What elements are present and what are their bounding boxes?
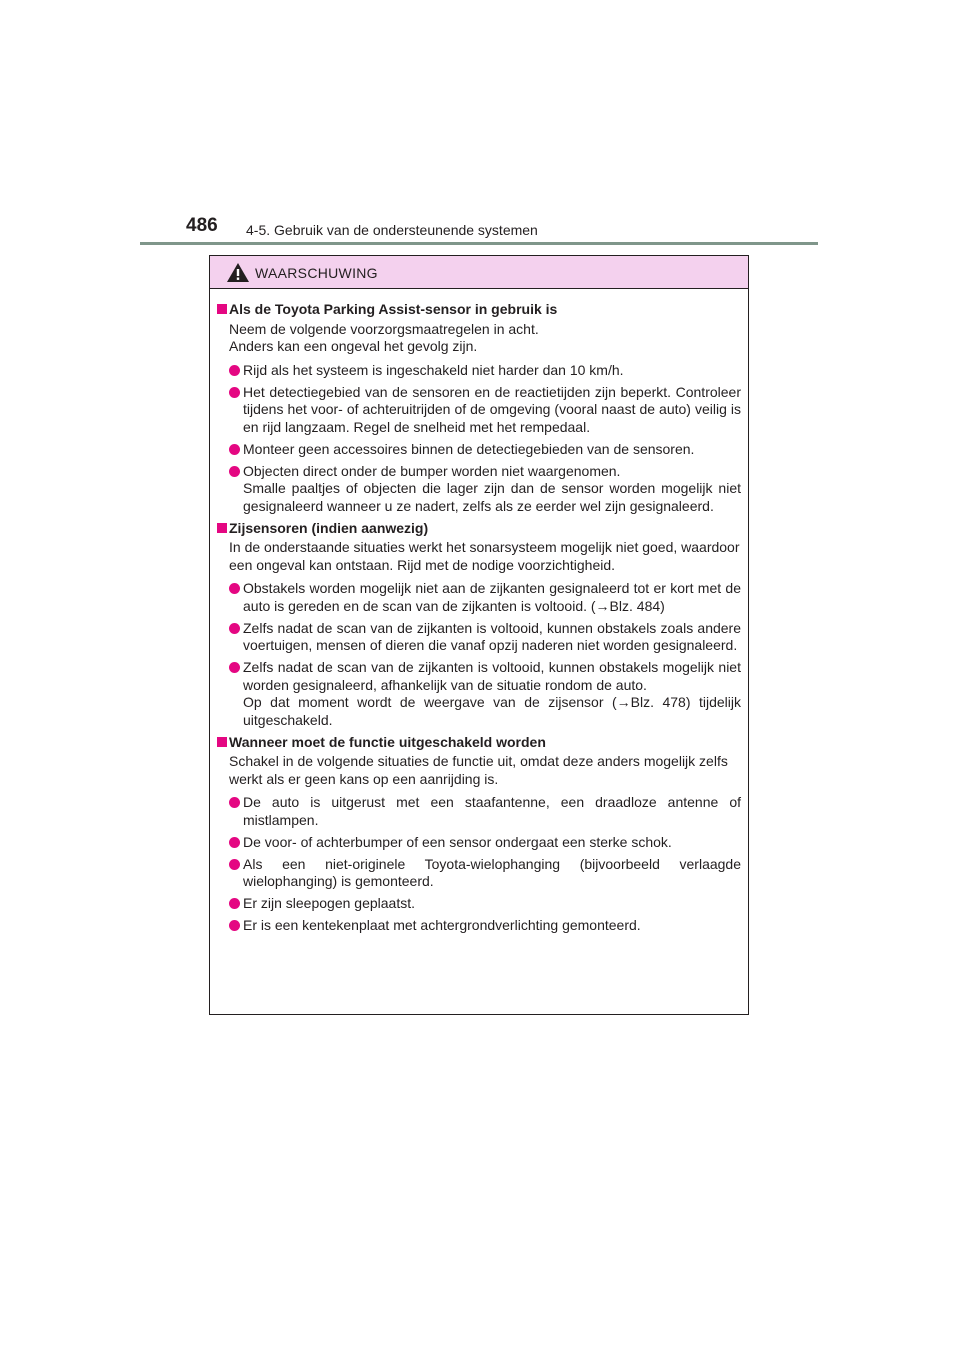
bullet-item xyxy=(217,441,741,459)
bullet-text: De auto is uitgerust met een staafantenne, een draadloze antenne of mistlampen. xyxy=(243,794,741,828)
warning-box xyxy=(209,255,749,1015)
bullet-text: Er is een kentekenplaat met achtergrondverlichting gemonteerd. xyxy=(243,917,641,933)
bullet-text: Als een niet-originele Toyota-wielophanging (bijvoorbeeld verlaagde wielophanging) is gemonteerd. xyxy=(243,855,741,889)
square-marker xyxy=(217,737,227,747)
section-intro: In de onderstaande situaties werkt het sonarsysteem mogelijk niet goed, waardoor een ongeval kan ontstaan. Rijd met de nodige voorzichtigheid. xyxy=(229,539,740,573)
section-heading xyxy=(217,301,741,319)
bullet-text: Obstakels worden mogelijk niet aan de zijkanten gesignaleerd tot er kort met de auto is gereden en de scan van de zijkanten is voltooid. (→Blz. 484) xyxy=(243,580,741,614)
dot-marker xyxy=(229,387,240,398)
dot-marker xyxy=(229,837,240,848)
bullet-text: Er zijn sleepogen geplaatst. xyxy=(243,895,415,911)
dot-marker xyxy=(229,797,240,808)
dot-marker xyxy=(229,466,240,477)
bullet-item xyxy=(217,895,741,913)
dot-marker xyxy=(229,920,240,931)
bullet-item xyxy=(217,856,741,891)
dot-marker xyxy=(229,623,240,634)
bullet-text: Zelfs nadat de scan van de zijkanten is voltooid, kunnen obstakels mogelijk niet worden gesignaleerd, afhankelijk van de situatie rondom de auto. Op dat moment wordt de weergave van de zijsensor (→Blz. 478) tijdelijk uitgeschakeld. xyxy=(243,659,741,728)
section-intro: Schakel in de volgende situaties de functie uit, omdat deze anders mogelijk zelfs werkt als er geen kans op een aanrijding is. xyxy=(229,753,728,787)
section-heading-text: Zijsensoren (indien aanwezig) xyxy=(229,519,429,536)
bullet-text: Objecten direct onder de bumper worden niet waargenomen. Smalle paaltjes of objecten die lager zijn dan de sensor worden mogelijk niet gesignaleerd wanneer u ze nadert, zelfs als ze eerder wel zijn gesignaleerd. xyxy=(243,462,741,514)
section-heading xyxy=(217,734,741,752)
bullet-item xyxy=(217,463,741,516)
bullet-text: Rijd als het systeem is ingeschakeld niet harder dan 10 km/h. xyxy=(243,361,624,378)
section-heading xyxy=(217,520,741,538)
warning-title: WAARSCHUWING xyxy=(255,265,378,281)
bullet-text: De voor- of achterbumper of een sensor ondergaat een sterke schok. xyxy=(243,833,672,850)
warning-triangle-icon xyxy=(226,262,250,283)
bullet-item xyxy=(217,620,741,655)
warning-body xyxy=(210,289,748,935)
dot-marker xyxy=(229,898,240,909)
dot-marker xyxy=(229,444,240,455)
section-title: 4-5. Gebruik van de ondersteunende systemen xyxy=(246,222,538,238)
bullet-text: Zelfs nadat de scan van de zijkanten is voltooid, kunnen obstakels zoals andere voertuigen, mensen of dieren die vanaf opzij naderen niet worden gesignaleerd. xyxy=(243,619,741,653)
section-intro: Neem de volgende voorzorgsmaatregelen in acht. Anders kan een ongeval het gevolg zijn. xyxy=(229,320,539,354)
bullet-item xyxy=(217,580,741,615)
bullet-item xyxy=(217,834,741,852)
page-number: 486 xyxy=(186,215,218,236)
dot-marker xyxy=(229,365,240,376)
bullet-item xyxy=(217,917,741,935)
square-marker xyxy=(217,523,227,533)
bullet-text: Het detectiegebied van de sensoren en de reactietijden zijn beperkt. Controleer tijdens het voor- of achteruitrijden of de omgeving (vooral naast de auto) veilig is en rijd langzaam. Regel de snelheid met het rempedaal. xyxy=(243,383,741,435)
bullet-item xyxy=(217,362,741,380)
dot-marker xyxy=(229,583,240,594)
dot-marker xyxy=(229,859,240,870)
warning-header xyxy=(210,256,748,289)
bullet-item xyxy=(217,659,741,729)
bullet-text: Monteer geen accessoires binnen de detectiegebieden van de sensoren. xyxy=(243,440,695,457)
header-rule xyxy=(140,242,818,245)
dot-marker xyxy=(229,662,240,673)
bullet-item xyxy=(217,384,741,437)
section-heading-text: Als de Toyota Parking Assist-sensor in gebruik is xyxy=(229,301,558,317)
section-heading-text: Wanneer moet de functie uitgeschakeld worden xyxy=(229,733,546,750)
square-marker xyxy=(217,304,227,314)
bullet-item xyxy=(217,794,741,829)
